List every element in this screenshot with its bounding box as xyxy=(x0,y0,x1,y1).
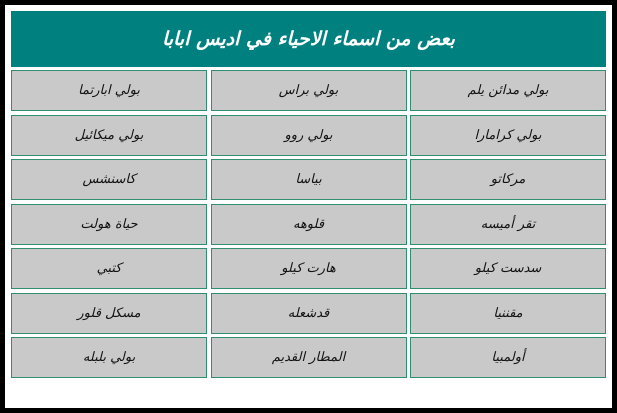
table-cell-r7-c1: أولمبيا xyxy=(410,337,606,378)
table-cell-r2-c1: بولي كرامارا xyxy=(410,115,606,156)
table-cell-r1-c2: بولي براس xyxy=(211,70,407,111)
table-cell-r1-c1: بولي مدائن يلم xyxy=(410,70,606,111)
table-cell-r5-c2: هارت كيلو xyxy=(211,248,407,289)
table-cell-r5-c1: سدست كيلو xyxy=(410,248,606,289)
table-cell-r3-c2: بياسا xyxy=(211,159,407,200)
content-frame xyxy=(5,5,612,408)
table-cell-r1-c3: بولي ابارتما xyxy=(11,70,207,111)
page-title: بعض من اسماء الاحياء في اديس ابابا xyxy=(11,11,606,67)
table-cell-r4-c1: تقر أميسه xyxy=(410,204,606,245)
table-cell-r4-c2: قلوهه xyxy=(211,204,407,245)
table-cell-r4-c3: حياة هولت xyxy=(11,204,207,245)
table-cell-r7-c3: بولي بلبله xyxy=(11,337,207,378)
neighborhoods-table xyxy=(11,70,606,378)
table-cell-r2-c3: بولي ميكائيل xyxy=(11,115,207,156)
table-cell-r3-c3: كاسنشس xyxy=(11,159,207,200)
table-cell-r6-c3: مسكل قلور xyxy=(11,293,207,334)
table-cell-r6-c2: قدشعله xyxy=(211,293,407,334)
table-cell-r3-c1: مركاتو xyxy=(410,159,606,200)
table-cell-r2-c2: بولي روو xyxy=(211,115,407,156)
table-cell-r5-c3: كتبي xyxy=(11,248,207,289)
table-cell-r6-c1: مقننيا xyxy=(410,293,606,334)
table-cell-r7-c2: المطار القديم xyxy=(211,337,407,378)
